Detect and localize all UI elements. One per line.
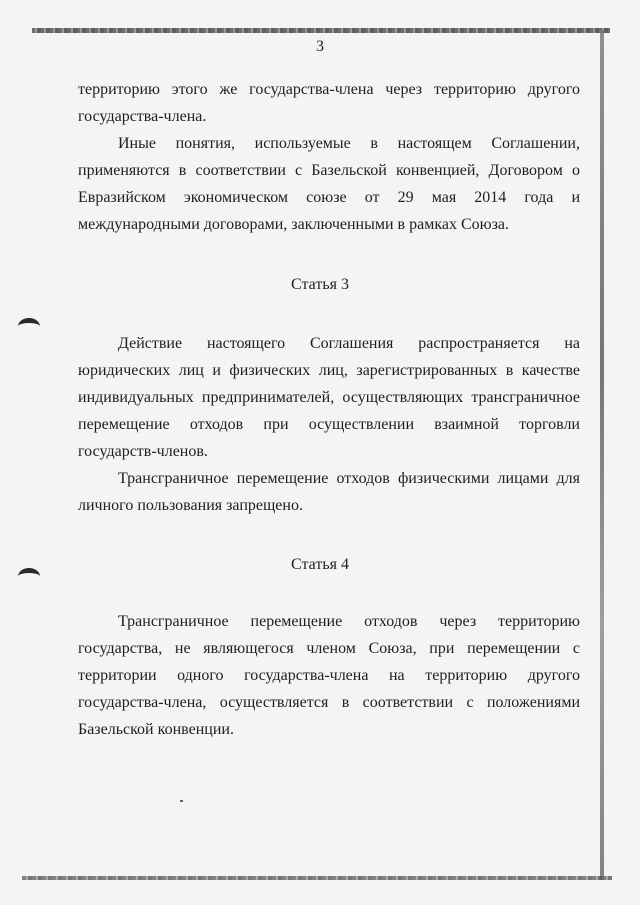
paragraph-continuation: территорию этого же государства-члена через территорию другого государства-члена. (78, 81, 580, 125)
intro-text-block (78, 76, 580, 238)
article-4-text-block (78, 608, 580, 743)
article-3-text-block (78, 330, 580, 519)
scan-edge-bottom (22, 876, 612, 880)
punch-hole-mark (18, 568, 40, 585)
page-number: 3 (316, 38, 324, 55)
scan-speck (180, 800, 183, 802)
scan-edge-right (600, 30, 604, 880)
article-4-heading: Статья 4 (291, 556, 349, 573)
paragraph-definitions: Иные понятия, используемые в настоящем Соглашении, применяются в соответствии с Базельской конвенцией, Договором о Евразийском экономическом союзе от 29 мая 2014 года и международными договорами, заключенными в рамках Союза. (78, 135, 580, 233)
article-4-paragraph-1: Трансграничное перемещение отходов через территорию государства, не являющегося членом Союза, при перемещении с территории одного государства-члена на территорию другого государства-члена, осуществляется в соответствии с положениями Базельской конвенции. (78, 613, 580, 738)
article-3-paragraph-2: Трансграничное перемещение отходов физическими лицами для личного пользования запрещено. (78, 470, 580, 514)
article-3-heading: Статья 3 (291, 276, 349, 293)
article-3-paragraph-1: Действие настоящего Соглашения распространяется на юридических лиц и физических лиц, зарегистрированных в качестве индивидуальных предпринимателей, осуществляющих трансграничное перемещение отходов при осуществлении взаимной торговли государств-членов. (78, 335, 580, 460)
punch-hole-mark (18, 318, 40, 335)
scan-edge-top (32, 28, 610, 33)
